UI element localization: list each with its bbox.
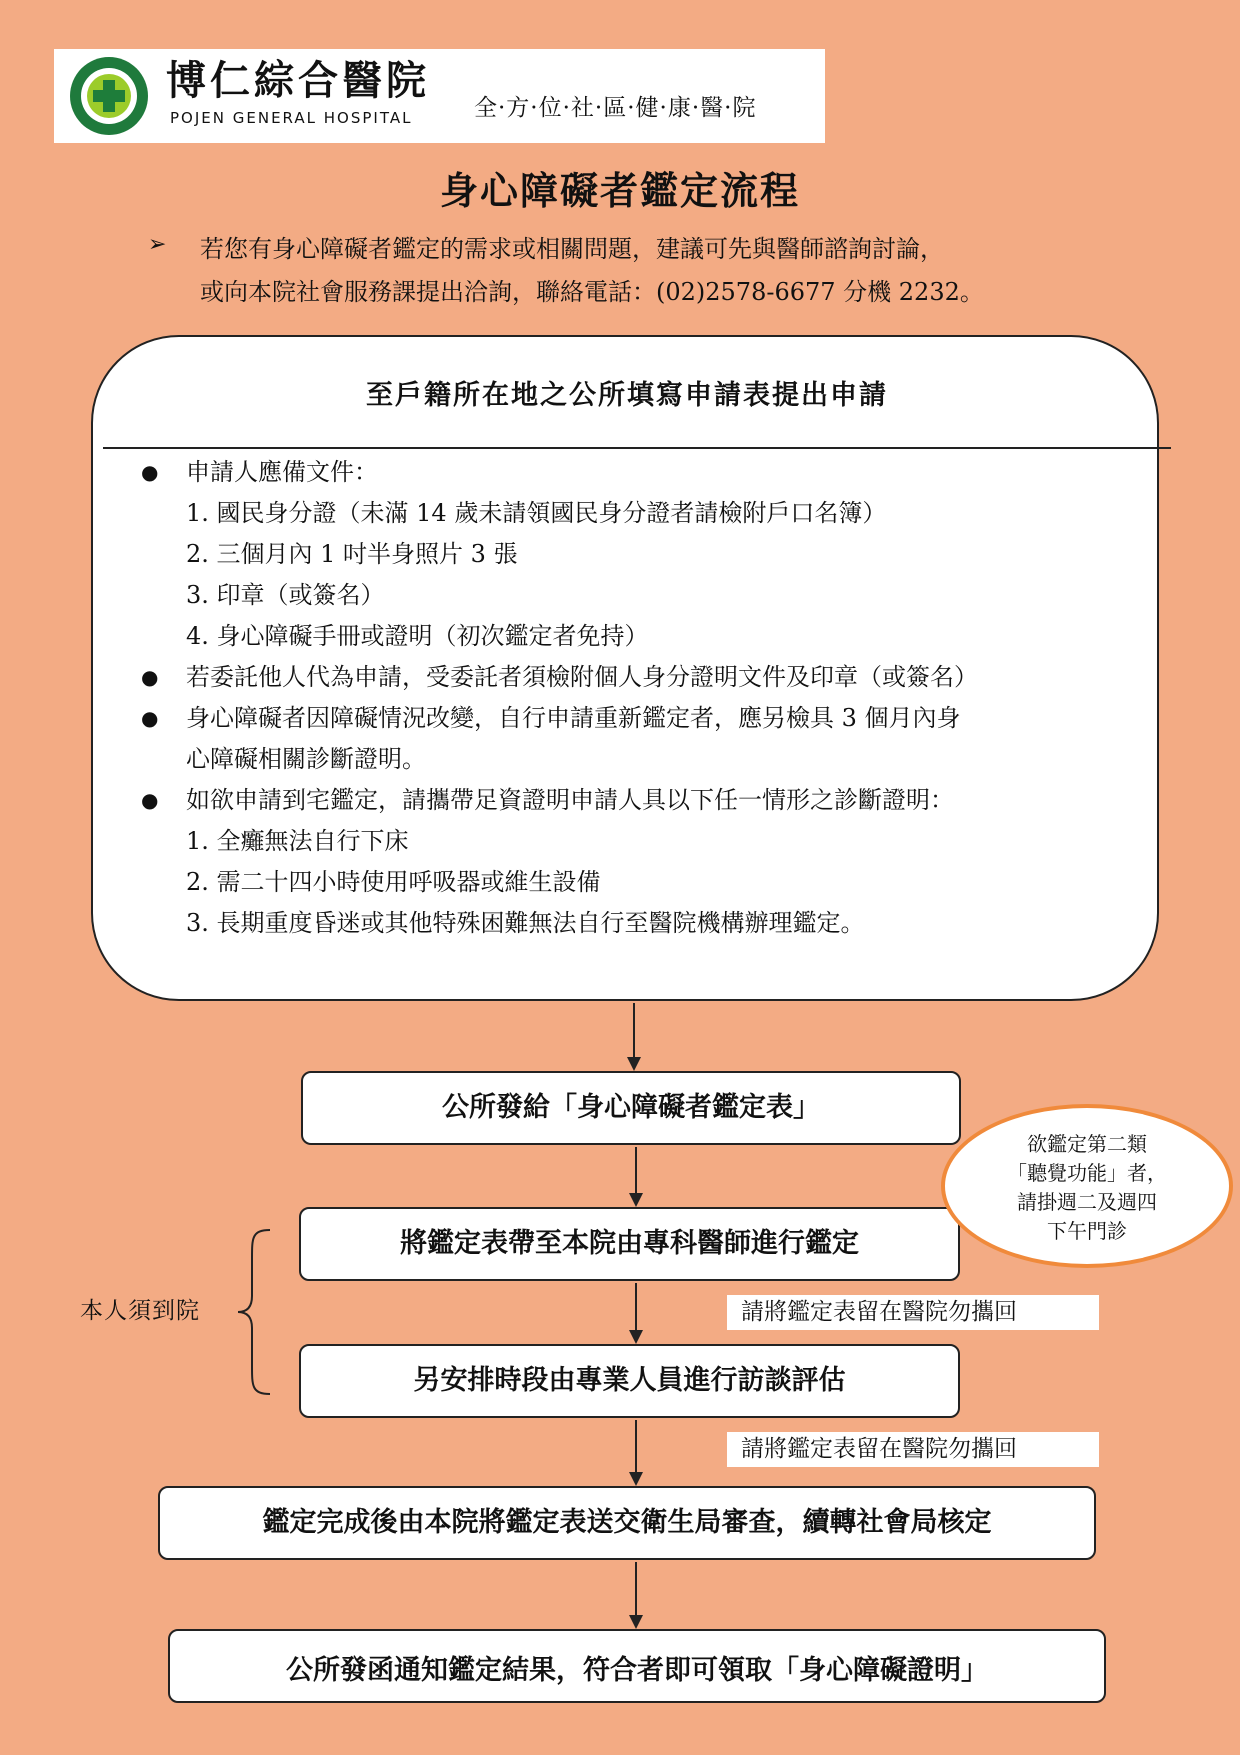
flow-step-4: 鑑定完成後由本院將鑑定表送交衛生局審查，續轉社會局核定: [158, 1486, 1096, 1560]
intro-text: [200, 228, 1120, 314]
required-documents-list: [141, 493, 1141, 657]
hospital-name-cn: 博仁綜合醫院: [166, 57, 430, 104]
hospital-logo-bar: [54, 49, 825, 143]
flow-step-1: 公所發給「身心障礙者鑑定表」: [301, 1071, 961, 1145]
intro-line-2: 或向本院社會服務課提出洽詢，聯絡電話：(02)2578-6677 分機 2232。: [200, 278, 984, 306]
hospital-slogan: 全·方·位·社·區·健·康·醫·院: [474, 95, 757, 121]
list-item: 3. 印章（或簽名）: [186, 581, 385, 609]
application-panel: [91, 335, 1159, 1001]
list-item: 2. 三個月內 1 吋半身照片 3 張: [186, 540, 518, 568]
requirement-bullet: ● 身心障礙者因障礙情況改變，自行申請重新鑑定者，應另檢具 3 個月內身 心障礙相關診斷證明。: [141, 698, 1141, 780]
arrow-down-icon: [629, 1330, 643, 1344]
arrow-bullet-icon: ➢: [148, 232, 167, 257]
flow-step-2: 將鑑定表帶至本院由專科醫師進行鑑定: [299, 1207, 960, 1281]
panel-divider: [103, 447, 1171, 449]
list-item: 3. 長期重度昏迷或其他特殊困難無法自行至醫院機構辦理鑑定。: [186, 909, 865, 937]
flow-step-5: 公所發函通知鑑定結果，符合者即可領取「身心障礙證明」: [168, 1629, 1106, 1703]
application-heading: 至戶籍所在地之公所填寫申請表提出申請: [366, 380, 888, 411]
requirement-bullet: ● 如欲申請到宅鑑定，請攜帶足資證明申請人具以下任一情形之診斷證明：: [141, 780, 1141, 821]
hearing-assessment-note: 欲鑑定第二類 「聽覺功能」者， 請掛週二及週四 下午門診: [941, 1104, 1233, 1268]
flow-step-3: 另安排時段由專業人員進行訪談評估: [299, 1344, 960, 1418]
flow-connector: [635, 1562, 637, 1616]
application-requirements: [141, 452, 1141, 944]
flow-connector: [635, 1147, 637, 1195]
arrow-down-icon: [627, 1057, 641, 1071]
list-item: 1. 國民身分證（未滿 14 歲未請領國民身分證者請檢附戶口名簿）: [186, 499, 887, 527]
requirement-bullet: ● 若委託他人代為申請，受委託者須檢附個人身分證明文件及印章（或簽名）: [141, 657, 1141, 698]
in-person-label: 本人須到院: [80, 1298, 200, 1324]
flow-connector: [633, 1003, 635, 1059]
list-item: 2. 需二十四小時使用呼吸器或維生設備: [186, 868, 601, 896]
flow-connector: [635, 1283, 637, 1331]
keep-form-note: 請將鑑定表留在醫院勿攜回: [727, 1295, 1099, 1330]
arrow-down-icon: [629, 1615, 643, 1629]
arrow-down-icon: [629, 1193, 643, 1207]
hospital-name-en: POJEN GENERAL HOSPITAL: [170, 109, 413, 127]
keep-form-note: 請將鑑定表留在醫院勿攜回: [727, 1432, 1099, 1467]
flow-connector: [635, 1420, 637, 1473]
curly-brace-icon: [234, 1228, 274, 1396]
list-item: 4. 身心障礙手冊或證明（初次鑑定者免持）: [186, 622, 649, 650]
intro-line-1: 若您有身心障礙者鑑定的需求或相關問題，建議可先與醫師諮詢討論，: [200, 235, 944, 263]
requirement-bullet: ● 申請人應備文件：: [141, 452, 1141, 493]
home-assessment-conditions: [141, 821, 1141, 944]
list-item: 1. 全癱無法自行下床: [186, 827, 409, 855]
hospital-logo-icon: [70, 57, 148, 135]
arrow-down-icon: [629, 1472, 643, 1486]
page-title: 身心障礙者鑑定流程: [439, 168, 800, 213]
